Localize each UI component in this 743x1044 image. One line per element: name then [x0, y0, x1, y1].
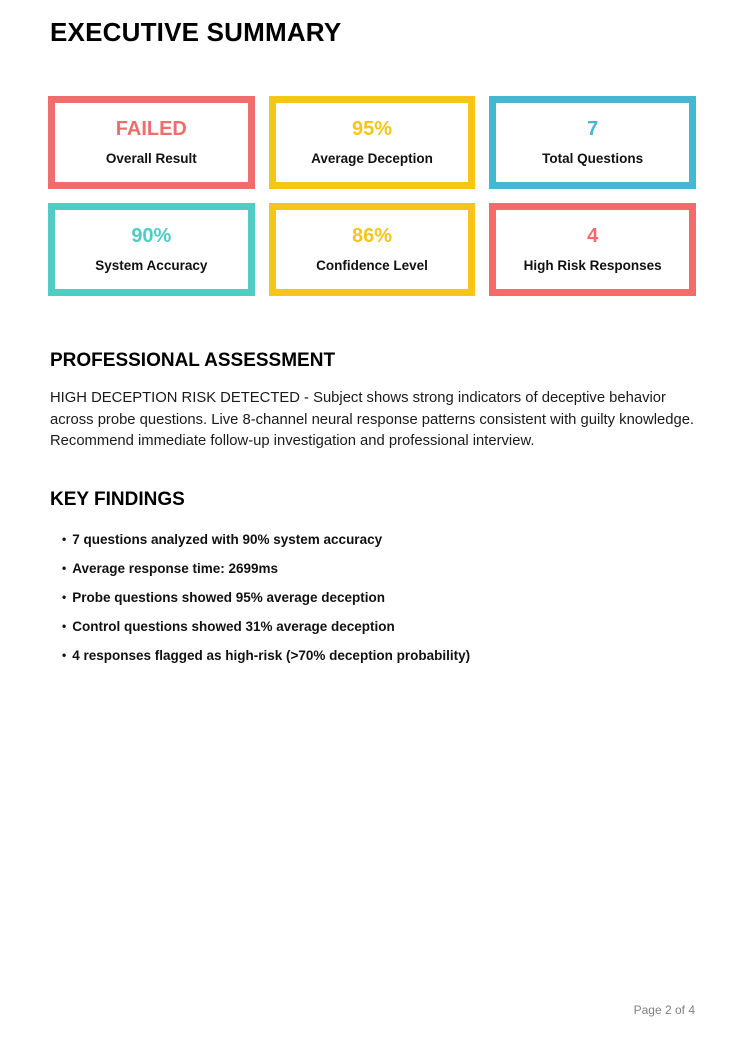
- key-findings-list: [62, 533, 693, 663]
- stat-label: High Risk Responses: [523, 258, 662, 273]
- finding-text: Average response time: 2699ms: [72, 560, 279, 576]
- stat-card-high-risk-responses: [489, 203, 696, 296]
- finding-item: [62, 562, 693, 576]
- stat-value: FAILED: [115, 118, 187, 140]
- stat-label: Total Questions: [542, 151, 644, 166]
- key-findings-heading: KEY FINDINGS: [50, 488, 185, 510]
- finding-item: [62, 649, 693, 663]
- stat-value: 95%: [351, 118, 392, 140]
- professional-assessment-heading: PROFESSIONAL ASSESSMENT: [50, 350, 336, 371]
- stat-card-system-accuracy: [48, 203, 255, 296]
- page-title: EXECUTIVE SUMMARY: [50, 17, 342, 47]
- finding-item: [62, 533, 693, 547]
- finding-text: 7 questions analyzed with 90% system accuracy: [72, 531, 383, 547]
- stat-label: Average Deception: [311, 151, 433, 166]
- finding-text: 4 responses flagged as high-risk (>70% deception probability): [72, 647, 471, 663]
- stat-card-confidence-level: [269, 203, 476, 296]
- summary-cards-grid: [48, 96, 696, 296]
- stat-card-average-deception: [269, 96, 476, 189]
- bullet-icon: •: [62, 589, 67, 604]
- stat-label: Confidence Level: [316, 258, 428, 273]
- finding-item: [62, 620, 693, 634]
- stat-value: 4: [587, 225, 599, 247]
- stat-value: 90%: [131, 225, 172, 247]
- finding-text: Control questions showed 31% average deception: [72, 618, 395, 634]
- bullet-icon: •: [62, 560, 67, 575]
- stat-label: Overall Result: [105, 151, 197, 166]
- bullet-icon: •: [62, 531, 67, 546]
- stat-card-total-questions: [489, 96, 696, 189]
- bullet-icon: •: [62, 618, 67, 633]
- stat-label: System Accuracy: [95, 258, 208, 273]
- finding-item: [62, 591, 693, 605]
- finding-text: Probe questions showed 95% average deception: [72, 589, 386, 605]
- page-number: Page 2 of 4: [633, 1003, 695, 1017]
- stat-card-overall-result: [48, 96, 255, 189]
- professional-assessment-text: HIGH DECEPTION RISK DETECTED - Subject shows strong indicators of deceptive behavior across probe questions. Live 8-channel neural response patterns consistent with guilty knowledge. Recommend immediate follow-up investigation and professional interview.: [50, 390, 695, 449]
- stat-value: 7: [587, 118, 599, 140]
- stat-value: 86%: [351, 225, 392, 247]
- bullet-icon: •: [62, 647, 67, 662]
